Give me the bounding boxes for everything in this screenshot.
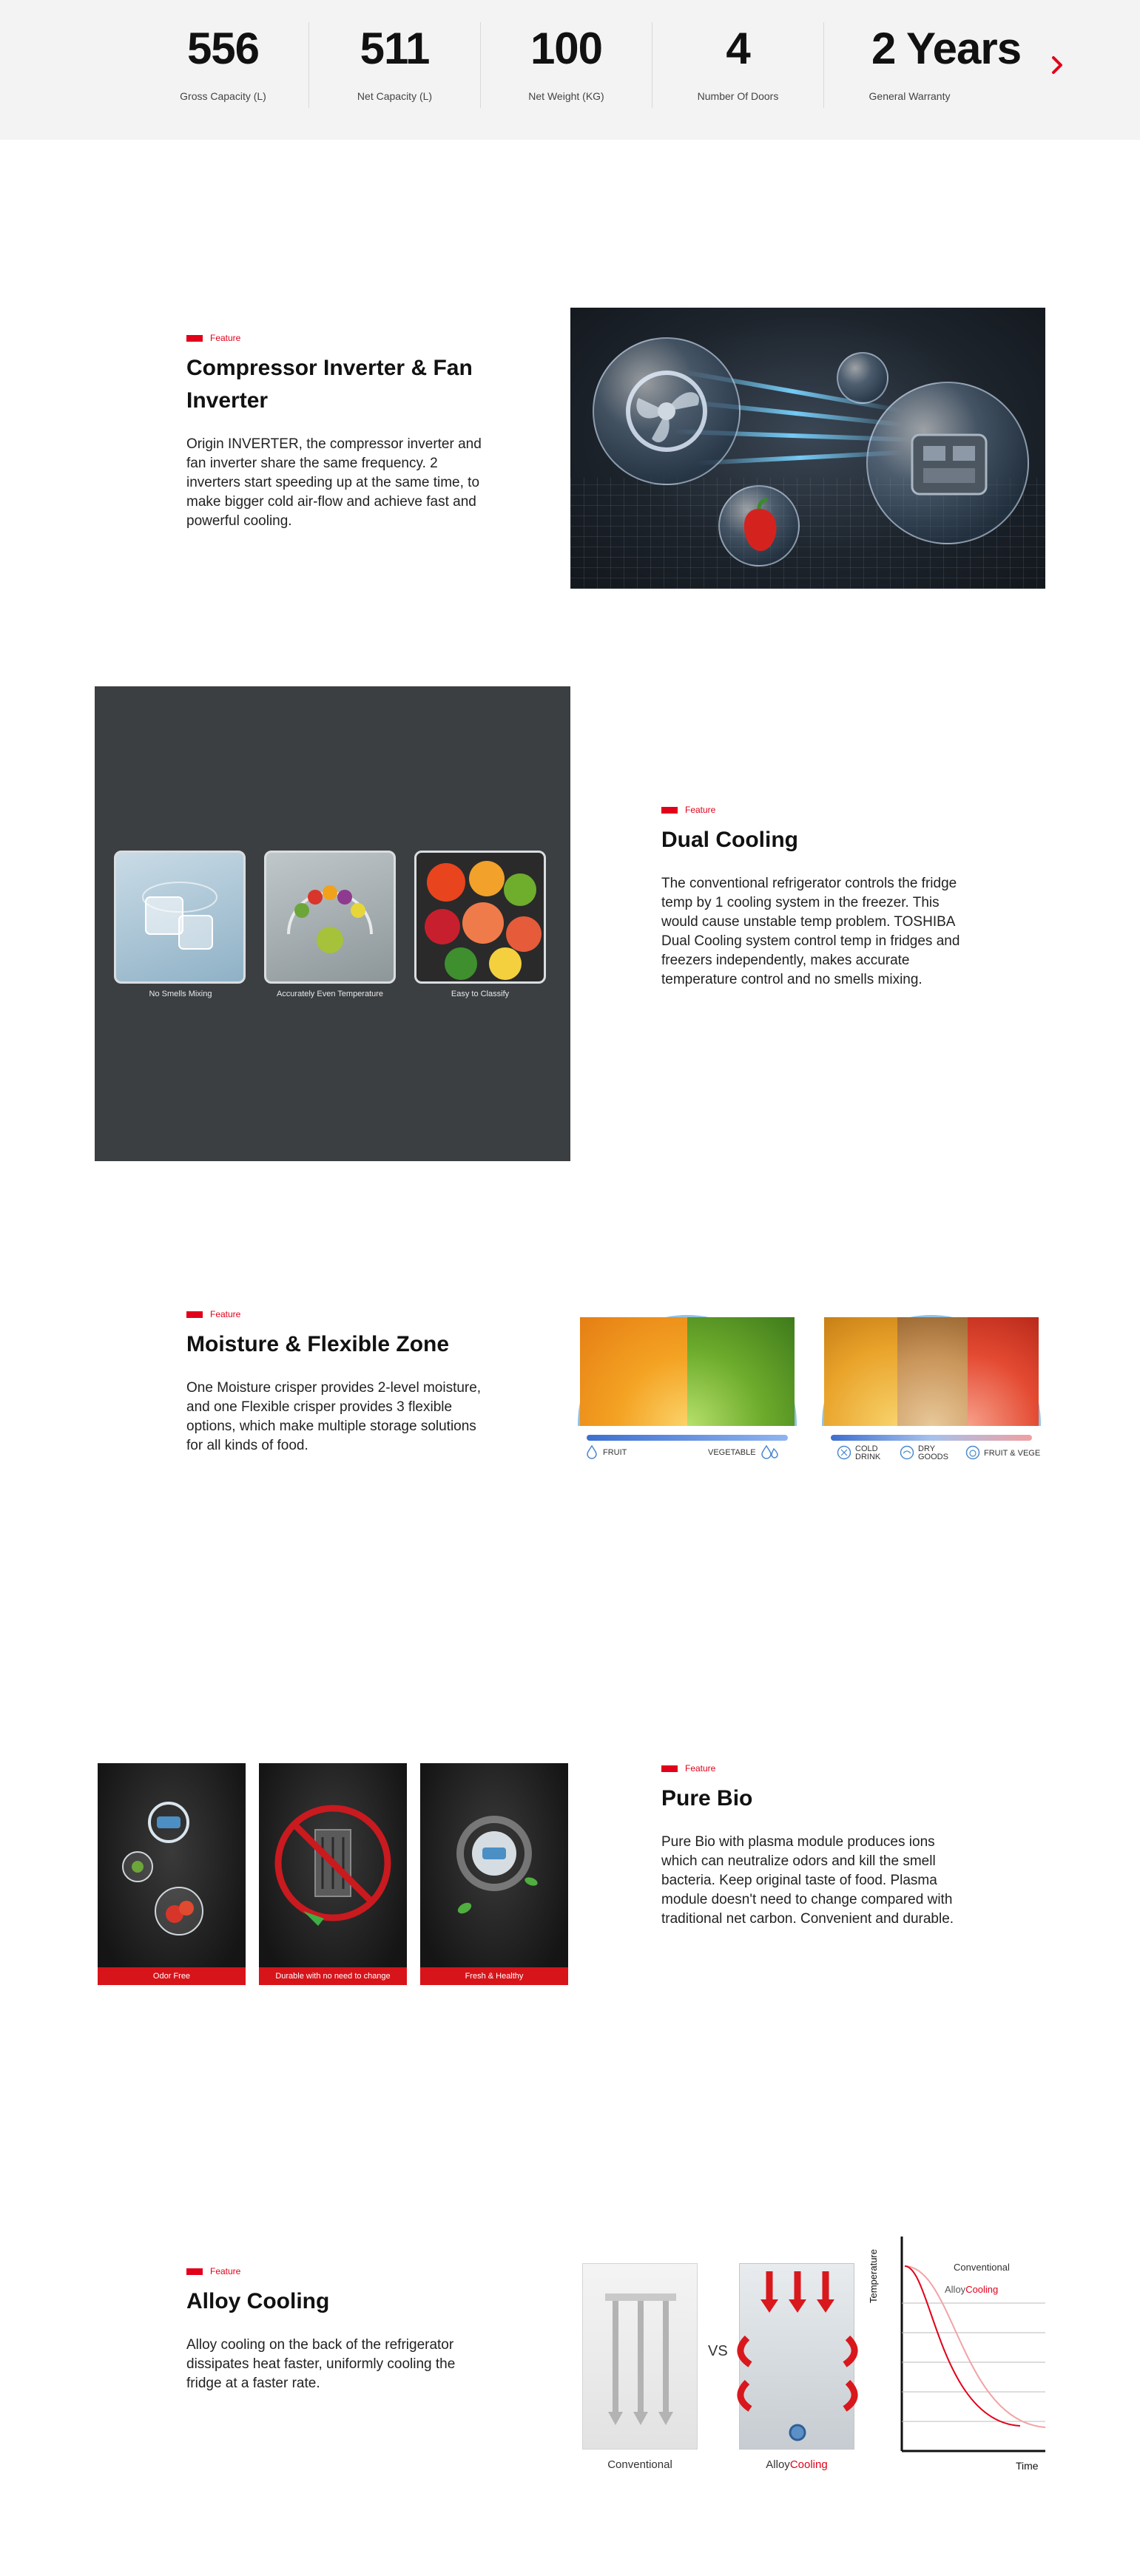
spec-value: 2 Years [871, 24, 1022, 73]
feature-title: Compressor Inverter & Fan Inverter [186, 356, 473, 413]
crisper-label: DRY GOODS [918, 1444, 948, 1461]
spec-net-capacity [309, 21, 480, 102]
chart-x-label: Time [1016, 2460, 1039, 2472]
fruit-arc-icon [266, 853, 394, 981]
plasma-ring-icon [420, 1763, 568, 1967]
spec-label: General Warranty [869, 90, 951, 102]
feature-title: Pure Bio [661, 1786, 753, 1811]
legend-conventional: Conventional [954, 2262, 1010, 2273]
alloy-panel [739, 2263, 854, 2450]
even-temp-card [264, 851, 396, 984]
feature-tag [661, 805, 972, 815]
legend-alloy [945, 2284, 998, 2295]
pepper-icon [720, 487, 798, 565]
conventional-label: Conventional [607, 2458, 672, 2471]
crisper-label: VEGETABLE [708, 1448, 756, 1457]
compressor-sphere [866, 382, 1029, 544]
feature-tag-label: Feature [685, 1763, 716, 1774]
chart-y-label: Temperature [868, 2249, 879, 2303]
spec-label: Net Weight (KG) [528, 90, 604, 102]
conventional-panel [582, 2263, 698, 2450]
durable-panel [259, 1763, 407, 1985]
feature-moisture-flexible [186, 1309, 497, 1456]
spec-warranty [824, 21, 1022, 102]
pepper-sphere [718, 485, 800, 567]
small-sphere [837, 352, 888, 404]
bio-caption: Durable with no need to change [259, 1967, 407, 1985]
circulation-arrows-icon [740, 2264, 855, 2450]
specs-bar [0, 0, 1140, 140]
no-filter-icon [259, 1763, 407, 1967]
fruit-vege-icon [965, 1445, 980, 1460]
fresh-healthy-panel [420, 1763, 568, 1985]
legend-alloy-prefix: Alloy [945, 2284, 966, 2295]
odor-free-panel [98, 1763, 246, 1985]
spec-label: Net Capacity (L) [357, 90, 433, 102]
feature-tag [186, 2266, 497, 2276]
dry-goods-icon [900, 1445, 914, 1460]
dual-caption: Accurately Even Temperature [276, 990, 384, 998]
feature-tag-label: Feature [685, 805, 716, 815]
dual-cooling-image [95, 686, 570, 1161]
spec-label: Number Of Doors [697, 90, 779, 102]
alloy-label-prefix: Alloy [766, 2458, 790, 2471]
fan-icon [594, 339, 739, 484]
tag-marker [661, 807, 678, 814]
ice-icon [116, 853, 243, 981]
classify-card [414, 851, 546, 984]
tag-marker [186, 335, 203, 342]
cold-drink-icon [837, 1445, 851, 1460]
tag-marker [186, 1311, 203, 1318]
feature-title: Dual Cooling [661, 828, 798, 852]
feature-tag [186, 333, 497, 343]
spec-value: 556 [186, 24, 260, 73]
flexible-crisper-dome [822, 1315, 1041, 1426]
bubble-icon [98, 1763, 246, 1967]
feature-description: The conventional refrigerator controls the fridge temp by 1 cooling system in the freezer. This would cause unstable temp problem. TOSHIBA Dual Cooling system control temp in fridges and freezers independently, makes accurate temperature control and no smells mixing. [661, 876, 960, 987]
feature-tag-label: Feature [210, 2266, 241, 2276]
feature-compressor-inverter [186, 333, 497, 531]
feature-dual-cooling [661, 805, 972, 990]
feature-description: Origin INVERTER, the compressor inverter and fan inverter share the same frequency. 2 inverters start speeding up at the same time, to make bigger cold air-flow and achieve fast and powerful cooling. [186, 436, 482, 529]
tag-marker [186, 2268, 203, 2275]
alloy-cooling-image [570, 2229, 1045, 2481]
down-arrows-icon [583, 2264, 698, 2450]
moisture-crisper-dome [578, 1315, 797, 1426]
legend-alloy-suffix: Cooling [965, 2284, 999, 2295]
compressor-icon [868, 383, 1028, 543]
feature-tag-label: Feature [210, 1309, 241, 1319]
no-smells-card [114, 851, 246, 984]
dual-caption: No Smells Mixing [149, 990, 212, 998]
flexible-level-bar [831, 1435, 1032, 1441]
feature-description: One Moisture crisper provides 2-level moisture, and one Flexible crisper provides 3 flexible options, which make multiple storage solutions for all kinds of food. [186, 1380, 482, 1453]
next-arrow-button[interactable] [1043, 49, 1073, 81]
feature-title: Alloy Cooling [186, 2289, 330, 2313]
spec-net-weight [481, 21, 652, 102]
moisture-level-bar [587, 1435, 788, 1441]
crisper-image [570, 1311, 1045, 1473]
feature-pure-bio [661, 1763, 972, 1929]
water-drop-icon [587, 1445, 597, 1458]
tag-marker [661, 1765, 678, 1772]
spec-value: 511 [360, 24, 430, 73]
dual-caption: Easy to Classify [451, 990, 510, 998]
spec-value: 100 [530, 24, 603, 73]
feature-tag [661, 1763, 972, 1774]
alloy-label-suffix: Cooling [789, 2458, 828, 2471]
feature-alloy-cooling [186, 2266, 497, 2393]
feature-description: Pure Bio with plasma module produces ions which can neutralize odors and kill the smell bacteria. Keep original taste of food. Plasma module doesn't need to change compared with traditional net carbon. Convenient and durable. [661, 1834, 954, 1927]
temperature-chart [868, 2229, 1045, 2481]
vs-label: VS [708, 2343, 728, 2359]
water-drops-icon [761, 1445, 779, 1458]
feature-description: Alloy cooling on the back of the refrigerator dissipates heat faster, uniformly cooling the fridge at a faster rate. [186, 2337, 456, 2391]
alloy-cooling-label [739, 2458, 854, 2471]
compressor-inverter-image [570, 308, 1045, 589]
feature-tag-label: Feature [210, 333, 241, 343]
spec-value: 4 [726, 24, 750, 73]
spec-gross-capacity [138, 21, 308, 102]
food-icon [416, 853, 544, 981]
spec-label: Gross Capacity (L) [180, 90, 266, 102]
crisper-label: FRUIT & VEGE [984, 1449, 1041, 1458]
fan-sphere [593, 337, 741, 485]
pure-bio-image [95, 1763, 570, 1985]
chevron-right-icon [1050, 54, 1066, 76]
feature-tag [186, 1309, 497, 1319]
bio-caption: Fresh & Healthy [420, 1967, 568, 1985]
spec-number-of-doors [652, 21, 823, 102]
bio-caption: Odor Free [98, 1967, 246, 1985]
feature-title: Moisture & Flexible Zone [186, 1332, 450, 1356]
crisper-label: COLD DRINK [855, 1444, 881, 1461]
crisper-label: FRUIT [603, 1448, 627, 1457]
